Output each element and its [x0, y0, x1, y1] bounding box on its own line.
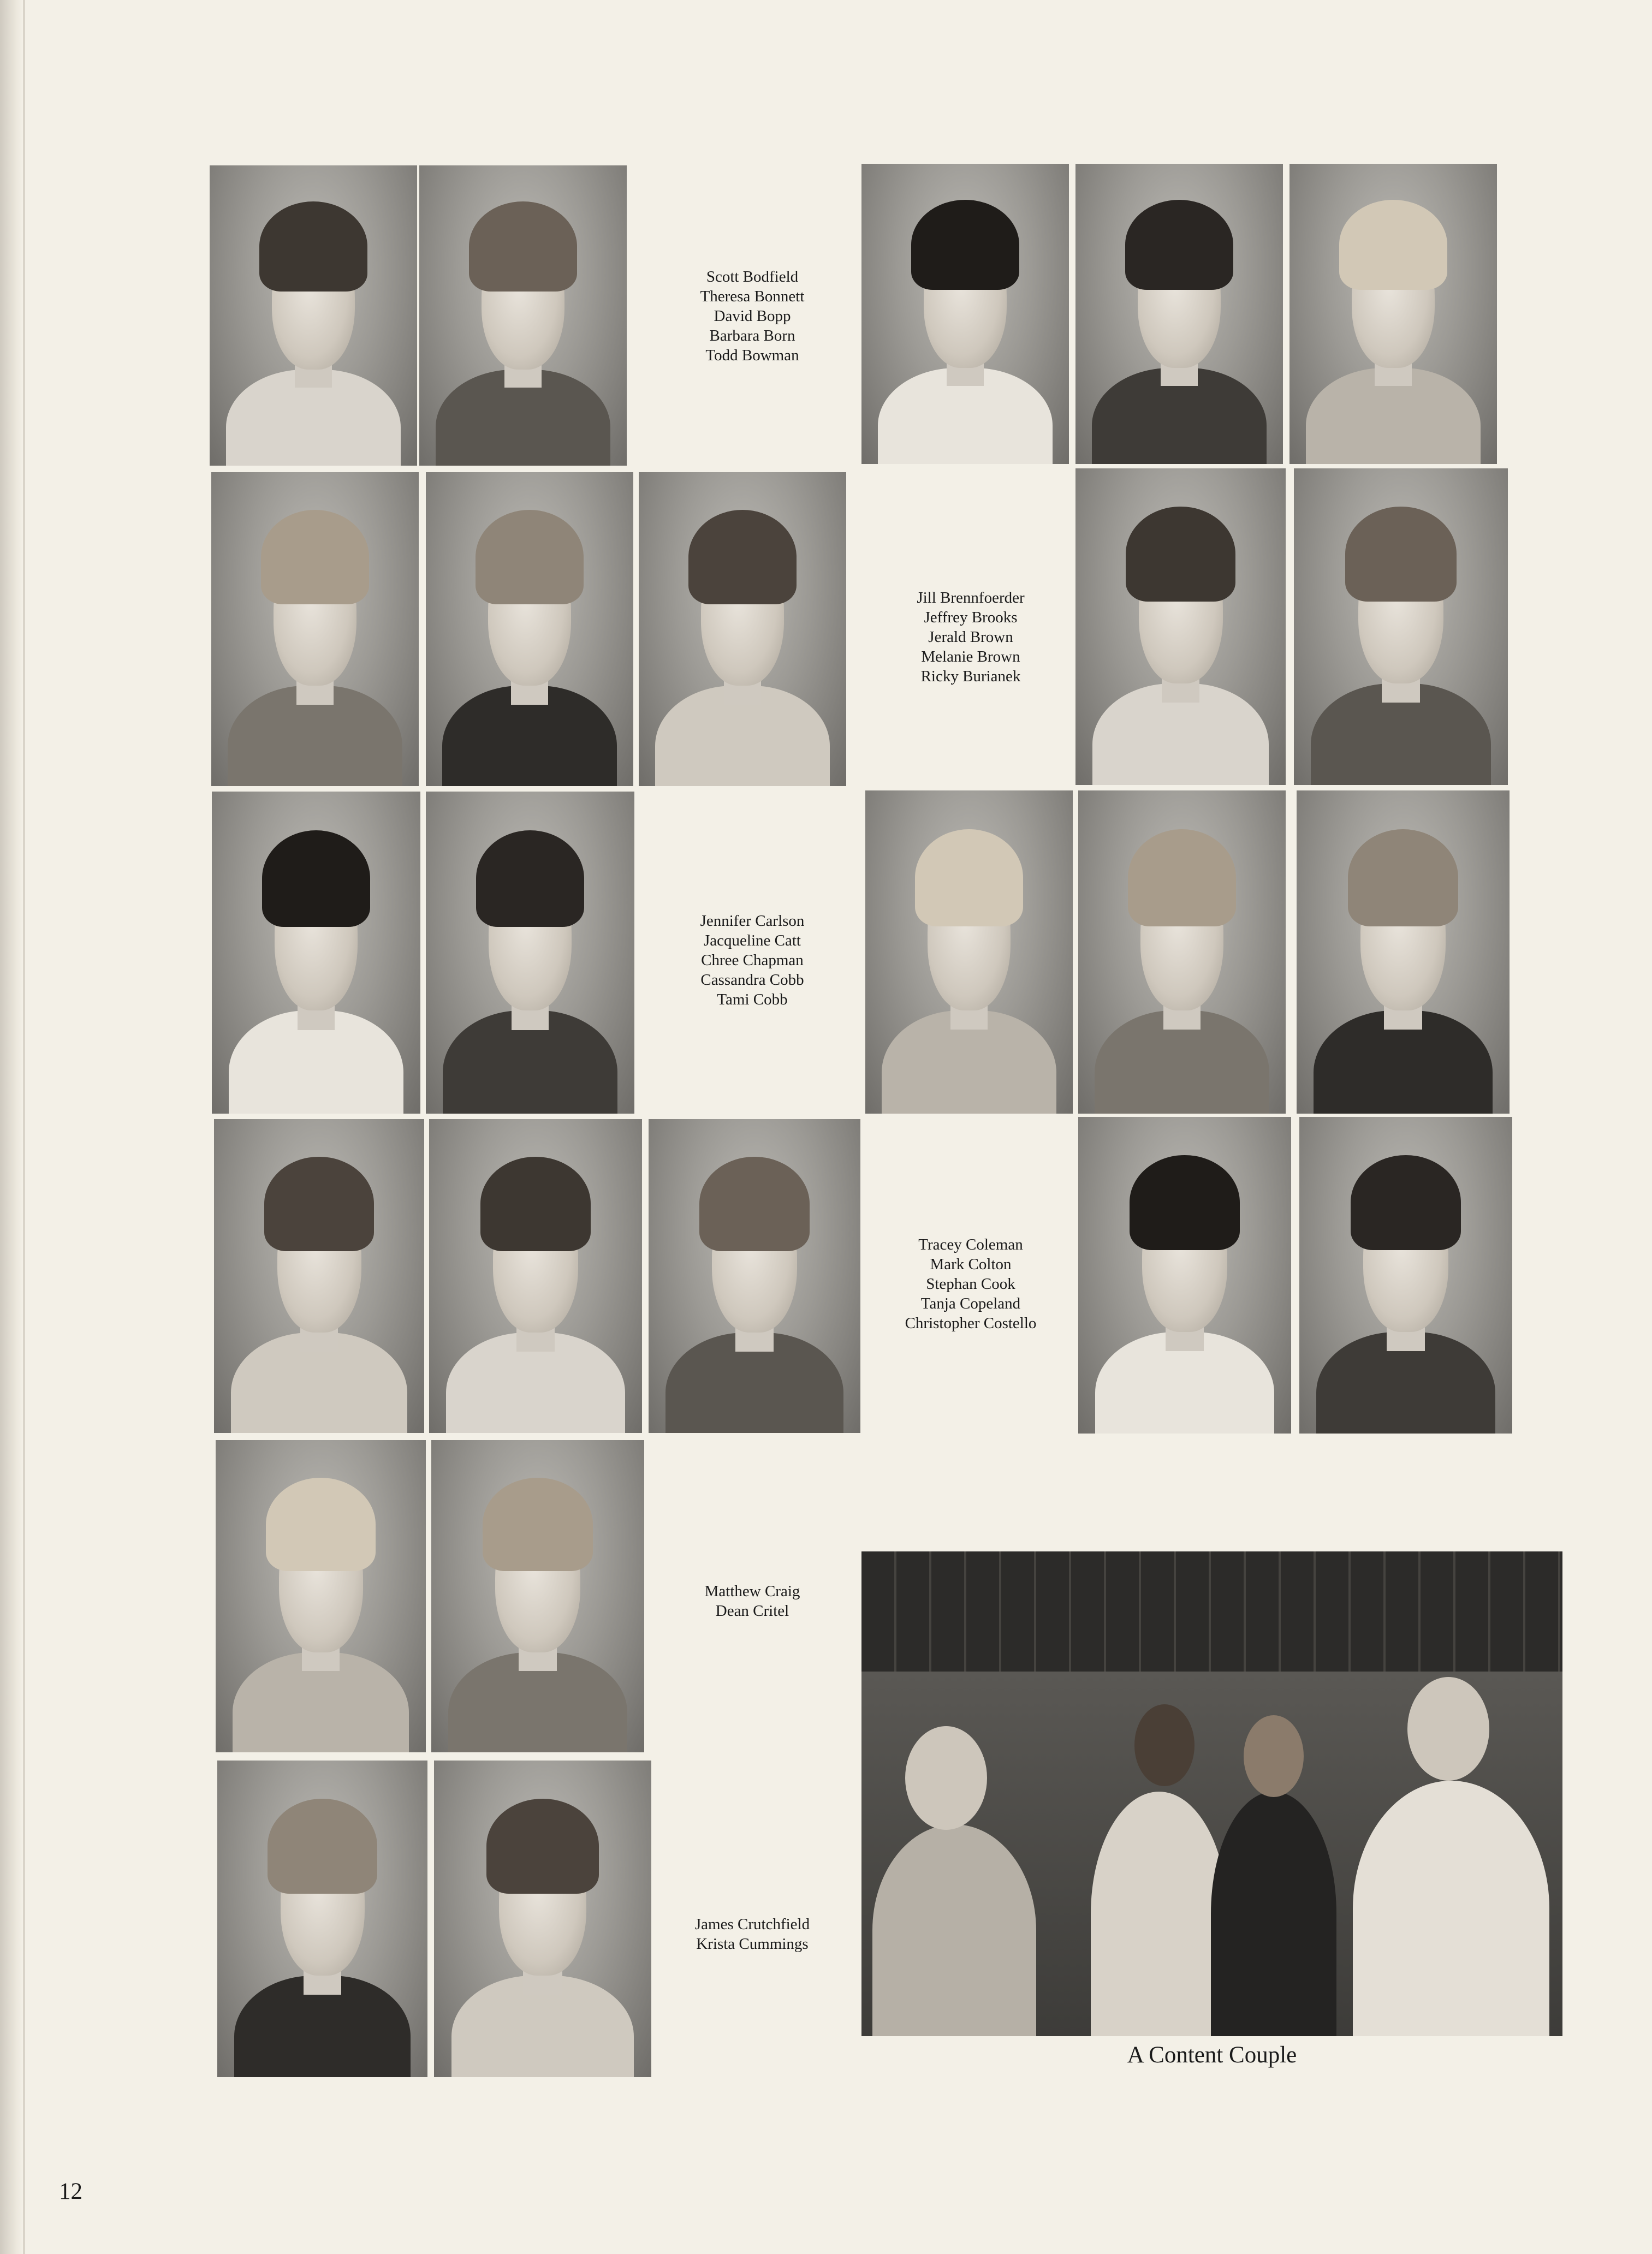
name-list-row1	[643, 267, 861, 365]
student-name: Scott Bodfield	[706, 268, 799, 286]
student-name: Chree Chapman	[701, 951, 804, 969]
student-portrait	[214, 1119, 424, 1433]
candid-group-photo	[861, 1551, 1562, 2036]
photo-figure	[872, 1824, 1036, 2036]
student-portrait	[429, 1119, 642, 1433]
student-portrait	[1299, 1117, 1512, 1434]
student-name: Todd Bowman	[705, 347, 799, 364]
student-name: Melanie Brown	[921, 648, 1020, 665]
student-portrait	[211, 472, 419, 786]
student-name: David Bopp	[714, 307, 791, 325]
student-portrait	[217, 1761, 427, 2077]
student-name: Ricky Burianek	[920, 668, 1021, 685]
student-portrait	[419, 165, 627, 466]
photo-figure	[1211, 1792, 1336, 2036]
name-list-row2	[861, 588, 1080, 686]
name-list-row5	[643, 1581, 861, 1621]
student-name: Tanja Copeland	[920, 1295, 1021, 1312]
student-name: Mark Colton	[930, 1256, 1012, 1273]
student-portrait	[861, 164, 1069, 464]
student-name: Barbara Born	[709, 327, 795, 344]
student-portrait	[1078, 790, 1286, 1114]
photo-head	[1407, 1677, 1489, 1781]
student-name: Tami Cobb	[717, 991, 788, 1008]
student-name: Dean Critel	[715, 1602, 789, 1620]
student-portrait	[426, 792, 634, 1114]
student-name: Matthew Craig	[704, 1583, 800, 1600]
student-portrait	[1075, 164, 1283, 464]
student-name: Jerald Brown	[928, 628, 1013, 646]
student-portrait	[210, 165, 417, 466]
student-name: Tracey Coleman	[918, 1236, 1023, 1253]
photo-figure	[1091, 1792, 1227, 2036]
student-portrait	[1294, 468, 1508, 785]
photo-caption: A Content Couple	[1127, 2042, 1297, 2068]
photo-head	[905, 1726, 987, 1830]
photo-figure	[1353, 1781, 1549, 2036]
student-portrait	[434, 1761, 651, 2077]
student-portrait	[426, 472, 633, 786]
student-portrait	[1075, 468, 1286, 785]
student-name: James Crutchfield	[694, 1916, 810, 1933]
student-name: Jeffrey Brooks	[924, 609, 1018, 626]
student-portrait	[216, 1440, 426, 1752]
page-binding-edge	[23, 0, 25, 2254]
student-portrait	[1289, 164, 1497, 464]
student-name: Stephan Cook	[926, 1275, 1015, 1293]
page-number: 12	[59, 2179, 82, 2204]
student-portrait	[212, 792, 420, 1114]
student-name: Theresa Bonnett	[700, 288, 805, 305]
photo-head	[1244, 1715, 1304, 1797]
student-portrait	[431, 1440, 644, 1752]
student-name: Krista Cummings	[696, 1935, 809, 1953]
name-list-row6	[643, 1914, 861, 1954]
student-portrait	[1078, 1117, 1291, 1434]
student-portrait	[1297, 790, 1510, 1114]
student-name: Jill Brennfoerder	[917, 589, 1025, 606]
student-portrait	[649, 1119, 860, 1433]
student-portrait	[639, 472, 846, 786]
name-list-row3	[643, 911, 861, 1009]
page-binding-shadow	[0, 0, 23, 2254]
name-list-row4	[861, 1235, 1080, 1333]
student-name: Cassandra Cobb	[700, 971, 804, 989]
student-name: Jennifer Carlson	[700, 912, 805, 930]
student-name: Christopher Costello	[905, 1315, 1037, 1332]
photo-head	[1134, 1704, 1195, 1786]
student-portrait	[865, 790, 1073, 1114]
student-name: Jacqueline Catt	[704, 932, 801, 949]
